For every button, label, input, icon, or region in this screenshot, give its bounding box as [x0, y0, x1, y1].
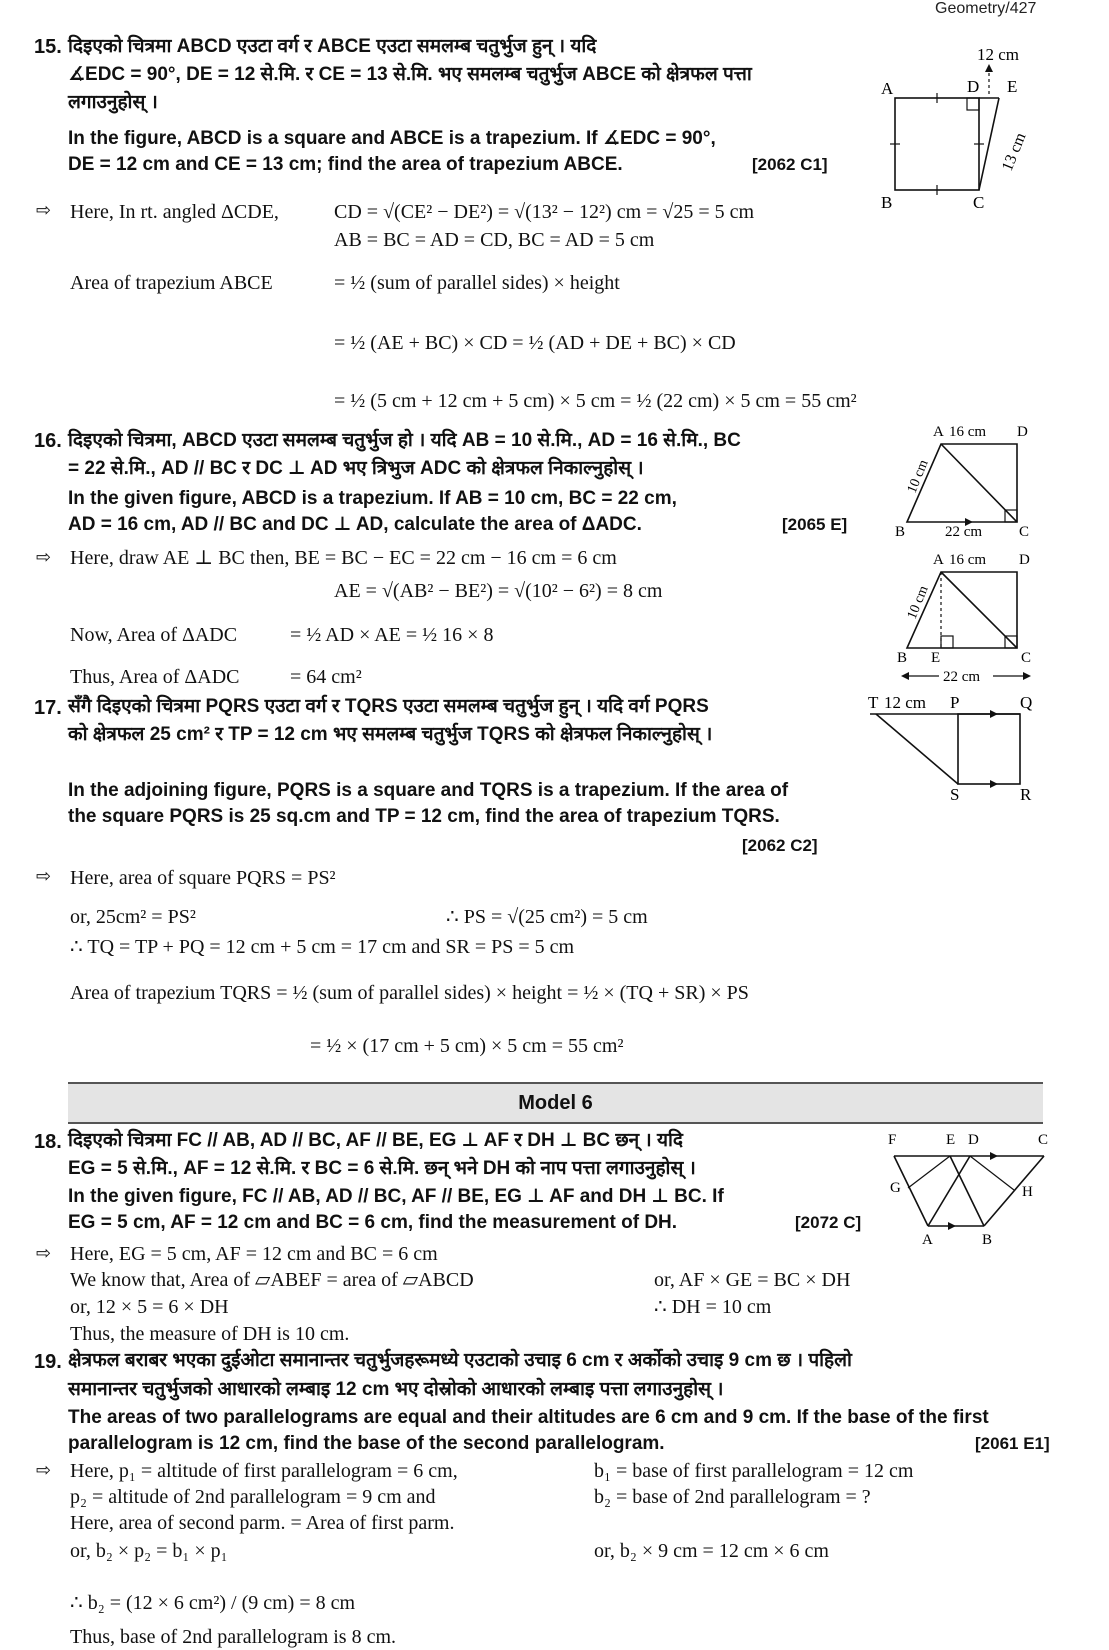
label-a: A: [881, 79, 894, 98]
label-10cm: 10 cm: [904, 457, 932, 496]
solution-line: = ½ AD × AE = ½ 16 × 8: [290, 624, 494, 646]
solution-line: Thus, base of 2nd parallelogram is 8 cm.: [70, 1626, 397, 1648]
label-12cm: 12 cm: [977, 45, 1020, 64]
solution-line: ∴ TQ = TP + PQ = 12 cm + 5 cm = 17 cm and SR = PS = 5 cm: [70, 936, 575, 958]
source-tag: [2072 C]: [795, 1213, 862, 1232]
figure-q16-b: [895, 550, 1045, 685]
solution-line: b₂ = base of 2nd parallelogram = ?: [594, 1486, 871, 1508]
solution-line: or, b₂ × p₂ = b₁ × p₁: [70, 1540, 228, 1562]
solution-line: or, b₂ × 9 cm = 12 cm × 6 cm: [594, 1540, 829, 1562]
label-d: D: [1019, 552, 1030, 568]
label-p: P: [950, 693, 960, 712]
question-english-line: In the adjoining figure, PQRS is a square and TQRS is a trapezium. If the area of: [68, 780, 789, 801]
label-b: B: [897, 650, 908, 666]
label-d: D: [967, 77, 980, 96]
question-english-line: parallelogram is 12 cm, find the base of the second parallelogram.: [68, 1433, 665, 1454]
solution-line: Area of trapezium ABCE: [70, 272, 273, 294]
question-english-line: In the given figure, ABCD is a trapezium. If AB = 10 cm, BC = 22 cm,: [68, 488, 677, 509]
question-nepali-line: ∡EDC = 90°, DE = 12 से.मि. र CE = 13 से.मि. भए समलम्ब चतुर्भुज ABCE को क्षेत्रफल पत्ता: [68, 64, 752, 85]
label-s: S: [950, 785, 960, 804]
label-h: H: [1022, 1184, 1033, 1200]
question-english-line: AD = 16 cm, AD // BC and DC ⊥ AD, calculate the area of ΔADC.: [68, 514, 642, 535]
figure-q15: [875, 40, 1055, 210]
label-e: E: [1007, 77, 1018, 96]
solution-line: AB = BC = AD = CD, BC = AD = 5 cm: [334, 229, 655, 251]
label-12cm: 12 cm: [884, 693, 927, 712]
label-a: A: [933, 552, 944, 568]
label-q: Q: [1020, 693, 1033, 712]
solution-line: or, AF × GE = BC × DH: [654, 1269, 851, 1291]
solution-line: = 64 cm²: [290, 666, 362, 688]
solution-line: ∴ DH = 10 cm: [654, 1296, 772, 1318]
solution-line: ∴ PS = √(25 cm²) = 5 cm: [446, 906, 648, 928]
label-f: F: [888, 1132, 897, 1148]
source-tag: [2065 E]: [782, 515, 848, 534]
solution-line: AE = √(AB² − BE²) = √(10² − 6²) = 8 cm: [334, 580, 663, 602]
solution-line: = ½ × (17 cm + 5 cm) × 5 cm = 55 cm²: [310, 1035, 624, 1057]
solution-line: p₂ = altitude of 2nd parallelogram = 9 cm and: [70, 1486, 436, 1508]
question-english-line: The areas of two parallelograms are equal and their altitudes are 6 cm and 9 cm. If the base of the first: [68, 1407, 989, 1428]
solution-line: b₁ = base of first parallelogram = 12 cm: [594, 1460, 914, 1482]
question-english-line: the square PQRS is 25 sq.cm and TP = 12 cm, find the area of trapezium TQRS.: [68, 806, 780, 827]
solution-line: Here, area of second parm. = Area of first parm.: [70, 1512, 455, 1534]
label-b: B: [982, 1232, 993, 1248]
question-english-line: DE = 12 cm and CE = 13 cm; find the area of trapezium ABCE.: [68, 154, 623, 175]
question-nepali-line: = 22 से.मि., AD // BC र DC ⊥ AD भए त्रिभुज ADC को क्षेत्रफल निकाल्नुहोस् ।: [68, 458, 644, 479]
solution-line: Area of trapezium TQRS = ½ (sum of parallel sides) × height = ½ × (TQ + SR) × PS: [70, 982, 749, 1004]
question-number: 17.: [34, 697, 62, 719]
label-d: D: [1017, 424, 1028, 440]
label-16cm: 16 cm: [949, 552, 987, 568]
question-english-line: EG = 5 cm, AF = 12 cm and BC = 6 cm, find the measurement of DH.: [68, 1212, 678, 1233]
solution-arrow-icon: ⇨: [36, 1243, 52, 1264]
label-d: D: [968, 1132, 979, 1148]
question-english-line: In the given figure, FC // AB, AD // BC, AF // BE, EG ⊥ AF and DH ⊥ BC. If: [68, 1186, 724, 1207]
label-c: C: [1019, 524, 1030, 540]
label-22cm: 22 cm: [945, 524, 983, 540]
source-tag: [2061 E1]: [975, 1434, 1050, 1453]
label-e: E: [931, 650, 941, 666]
question-nepali-line: समानान्तर चतुर्भुजको आधारको लम्बाइ 12 cm भए दोस्रोको आधारको लम्बाइ पत्ता लगाउनुहोस् ।: [68, 1379, 724, 1400]
question-nepali-line: लगाउनुहोस् ।: [68, 92, 158, 113]
solution-line: = ½ (sum of parallel sides) × height: [334, 272, 620, 294]
question-english-line: In the figure, ABCD is a square and ABCE is a trapezium. If ∡EDC = 90°,: [68, 128, 716, 149]
solution-arrow-icon: ⇨: [36, 200, 52, 221]
solution-line: Now, Area of ΔADC: [70, 624, 238, 646]
label-13cm: 13 cm: [998, 130, 1030, 174]
solution-arrow-icon: ⇨: [36, 1460, 52, 1481]
solution-line: We know that, Area of ▱ABEF = area of ▱ABCD: [70, 1269, 474, 1291]
source-tag: [2062 C1]: [752, 155, 828, 174]
solution-line: = ½ (5 cm + 12 cm + 5 cm) × 5 cm = ½ (22 cm) × 5 cm = 55 cm²: [334, 390, 857, 412]
label-b: B: [881, 193, 893, 212]
solution-arrow-icon: ⇨: [36, 547, 52, 568]
solution-line: or, 25cm² = PS²: [70, 906, 196, 928]
source-tag: [2062 C2]: [742, 836, 818, 855]
question-nepali-line: सँगै दिइएको चित्रमा PQRS एउटा वर्ग र TQRS एउटा समलम्ब चतुर्भुज हुन् । यदि वर्ग PQRS: [68, 696, 709, 717]
solution-line: ∴ b₂ = (12 × 6 cm²) / (9 cm) = 8 cm: [70, 1592, 356, 1614]
solution-arrow-icon: ⇨: [36, 866, 52, 887]
label-c: C: [1038, 1132, 1049, 1148]
label-22cm: 22 cm: [943, 669, 981, 685]
solution-line: Here, p₁ = altitude of first parallelogram = 6 cm,: [70, 1460, 458, 1482]
question-nepali-line: EG = 5 से.मि., AF = 12 से.मि. र BC = 6 से.मि. छन् भने DH को नाप पत्ता लगाउनुहोस् ।: [68, 1158, 696, 1179]
solution-line: Here, In rt. angled ΔCDE,: [70, 201, 279, 223]
question-number: 19.: [34, 1351, 62, 1373]
question-nepali-line: को क्षेत्रफल 25 cm² र TP = 12 cm भए समलम्ब चतुर्भुज TQRS को क्षेत्रफल निकाल्नुहोस् ।: [68, 724, 713, 745]
label-g: G: [890, 1180, 901, 1196]
model-heading: Model 6: [68, 1082, 1043, 1124]
question-number: 16.: [34, 430, 62, 452]
solution-line: Here, draw AE ⊥ BC then, BE = BC − EC = 22 cm − 16 cm = 6 cm: [70, 547, 617, 569]
solution-line: or, 12 × 5 = 6 × DH: [70, 1296, 229, 1318]
label-e: E: [946, 1132, 956, 1148]
question-number: 18.: [34, 1131, 62, 1153]
label-r: R: [1020, 785, 1032, 804]
question-nepali-line: क्षेत्रफल बराबर भएका दुईओटा समानान्तर चतुर्भुजहरूमध्ये एउटाको उचाइ 6 cm र अर्कोको उचाइ 9 cm छ । पहिलो: [68, 1350, 852, 1371]
question-nepali-line: दिइएको चित्रमा FC // AB, AD // BC, AF // BE, EG ⊥ AF र DH ⊥ BC छन् । यदि: [68, 1130, 684, 1151]
solution-line: CD = √(CE² − DE²) = √(13² − 12²) cm = √25 = 5 cm: [334, 201, 755, 223]
label-c: C: [973, 193, 985, 212]
label-a: A: [922, 1232, 933, 1248]
label-t: T: [868, 693, 879, 712]
figure-q18: [888, 1128, 1058, 1248]
label-b: B: [895, 524, 906, 540]
page-reference: Geometry/427: [935, 0, 1037, 17]
question-nepali-line: दिइएको चित्रमा ABCD एउटा वर्ग र ABCE एउटा समलम्ब चतुर्भुज हुन् । यदि: [68, 36, 597, 57]
label-c: C: [1021, 650, 1032, 666]
solution-line: Thus, the measure of DH is 10 cm.: [70, 1323, 350, 1345]
solution-line: Here, EG = 5 cm, AF = 12 cm and BC = 6 cm: [70, 1243, 438, 1265]
question-nepali-line: दिइएको चित्रमा, ABCD एउटा समलम्ब चतुर्भुज हो । यदि AB = 10 से.मि., AD = 16 से.मि., BC: [68, 430, 741, 451]
label-10cm: 10 cm: [904, 583, 932, 622]
square-abcd: [895, 98, 979, 190]
label-a: A: [933, 424, 944, 440]
label-16cm: 16 cm: [949, 424, 987, 440]
figure-q16-a: [895, 418, 1045, 538]
solution-line: = ½ (AE + BC) × CD = ½ (AD + DE + BC) × CD: [334, 332, 736, 354]
question-number: 15.: [34, 36, 62, 58]
figure-q17: [870, 692, 1050, 802]
solution-line: Thus, Area of ΔADC: [70, 666, 240, 688]
solution-line: Here, area of square PQRS = PS²: [70, 867, 336, 889]
